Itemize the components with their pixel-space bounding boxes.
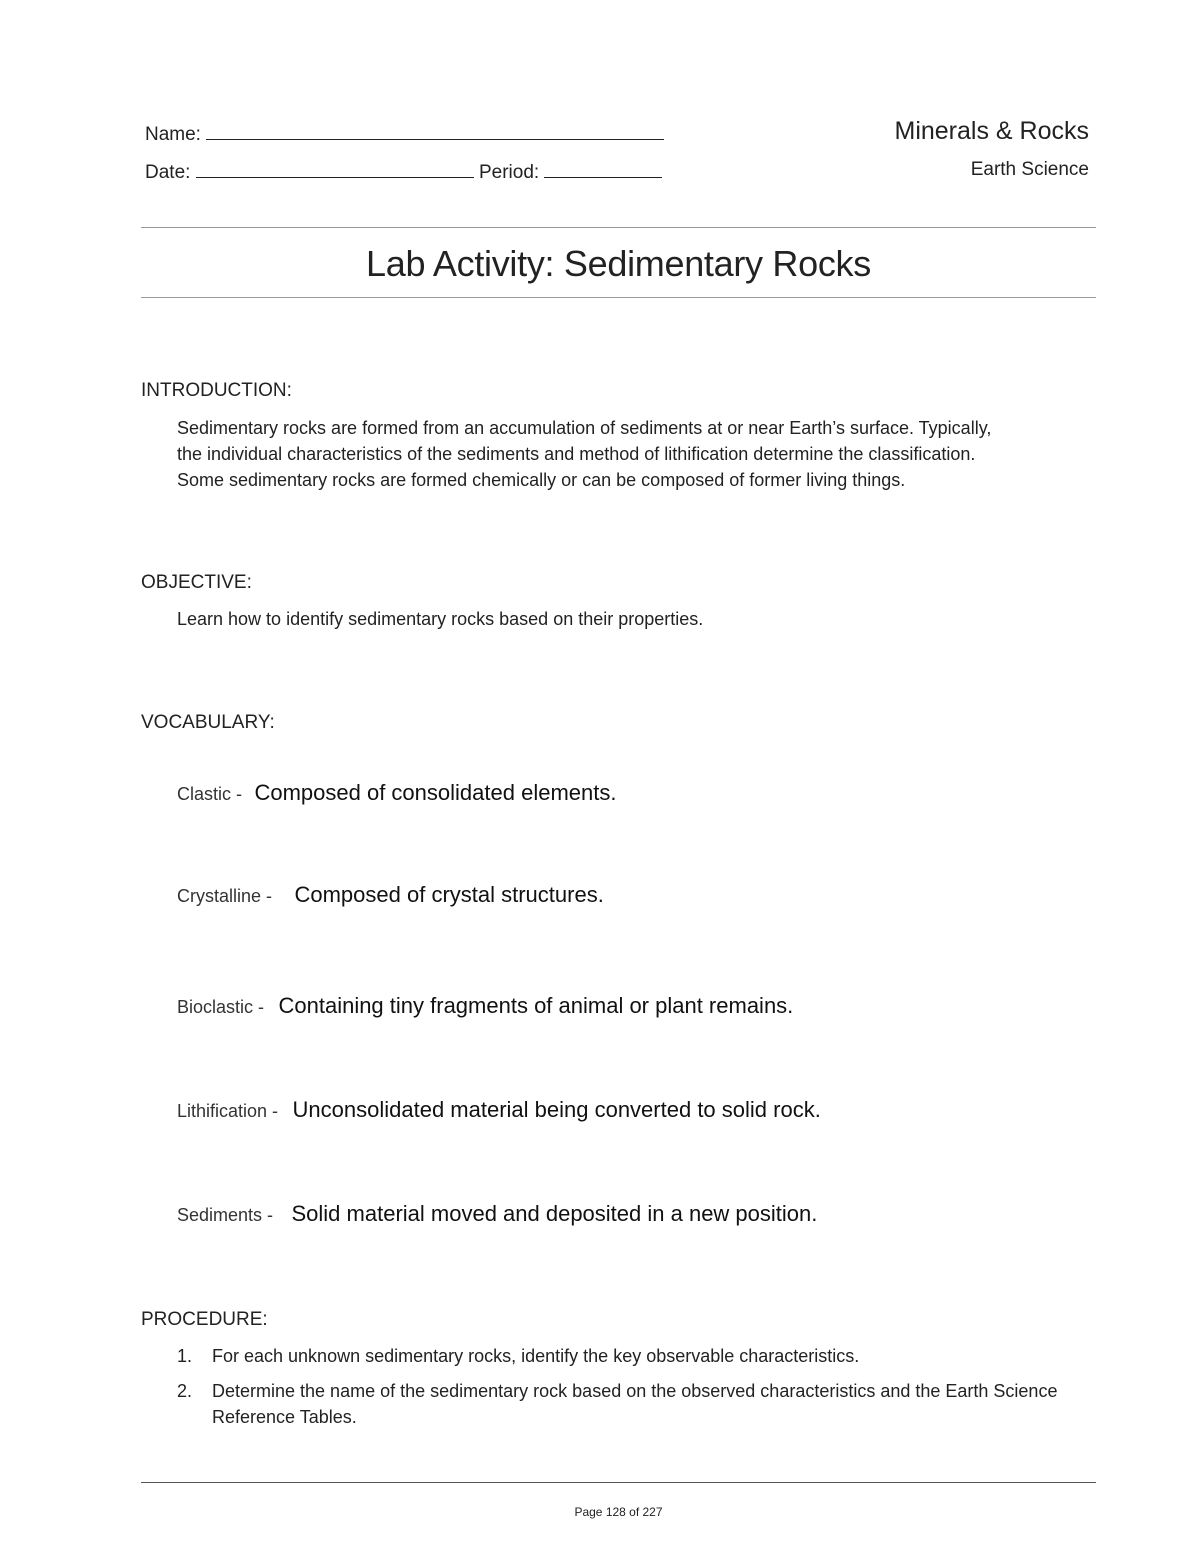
vocab-definition: Composed of consolidated elements. xyxy=(254,780,617,805)
vocab-item-clastic xyxy=(177,780,616,806)
introduction-heading: INTRODUCTION: xyxy=(141,380,292,401)
step-text: Determine the name of the sedimentary rock based on the observed characteristics and the Earth Science Reference Tables. xyxy=(212,1381,1058,1427)
procedure-heading: PROCEDURE: xyxy=(141,1309,268,1330)
vocab-item-lithification xyxy=(177,1097,821,1123)
vocabulary-heading: VOCABULARY: xyxy=(141,712,275,733)
course-name: Earth Science xyxy=(970,159,1089,180)
name-row xyxy=(145,121,664,146)
vocab-definition: Containing tiny fragments of animal or plant remains. xyxy=(278,993,794,1018)
intro-line: Sedimentary rocks are formed from an accumulation of sediments at or near Earth’s surface. Typically, xyxy=(177,418,992,438)
page-title: Lab Activity: Sedimentary Rocks xyxy=(366,243,871,284)
objective-heading: OBJECTIVE: xyxy=(141,572,252,593)
vocab-term: Sediments - xyxy=(177,1205,274,1225)
period-label: Period: xyxy=(478,162,540,183)
vocab-item-crystalline xyxy=(177,882,604,908)
vocab-term: Bioclastic - xyxy=(177,997,265,1017)
step-number: 1. xyxy=(177,1346,193,1366)
title-rule-top xyxy=(141,227,1096,228)
procedure-step xyxy=(177,1343,1077,1373)
page-number: Page 128 of 227 xyxy=(574,1505,663,1519)
introduction-text xyxy=(177,415,1097,493)
vocab-definition: Solid material moved and deposited in a new position. xyxy=(291,1201,818,1226)
intro-line: the individual characteristics of the sediments and method of lithification determine the classification. xyxy=(177,444,976,464)
date-field[interactable] xyxy=(196,159,474,178)
vocab-term: Clastic - xyxy=(177,784,243,804)
date-label: Date: xyxy=(145,162,191,183)
unit-title: Minerals & Rocks xyxy=(894,117,1089,145)
vocab-definition: Composed of crystal structures. xyxy=(294,882,604,907)
vocab-definition: Unconsolidated material being converted to solid rock. xyxy=(292,1097,821,1122)
name-label: Name: xyxy=(145,124,201,145)
objective-text: Learn how to identify sedimentary rocks based on their properties. xyxy=(177,609,704,629)
step-number: 2. xyxy=(177,1381,193,1401)
footer-rule xyxy=(141,1482,1096,1483)
vocab-item-bioclastic xyxy=(177,993,793,1019)
period-field[interactable] xyxy=(544,159,662,178)
procedure-step xyxy=(177,1378,1077,1434)
intro-line: Some sedimentary rocks are formed chemically or can be composed of former living things. xyxy=(177,470,906,490)
date-row xyxy=(145,159,662,184)
title-rule-bottom xyxy=(141,297,1096,298)
vocab-item-sediments xyxy=(177,1201,817,1227)
name-field[interactable] xyxy=(206,121,664,140)
vocab-term: Crystalline - xyxy=(177,886,273,906)
vocab-term: Lithification - xyxy=(177,1101,279,1121)
step-text: For each unknown sedimentary rocks, identify the key observable characteristics. xyxy=(212,1346,860,1366)
